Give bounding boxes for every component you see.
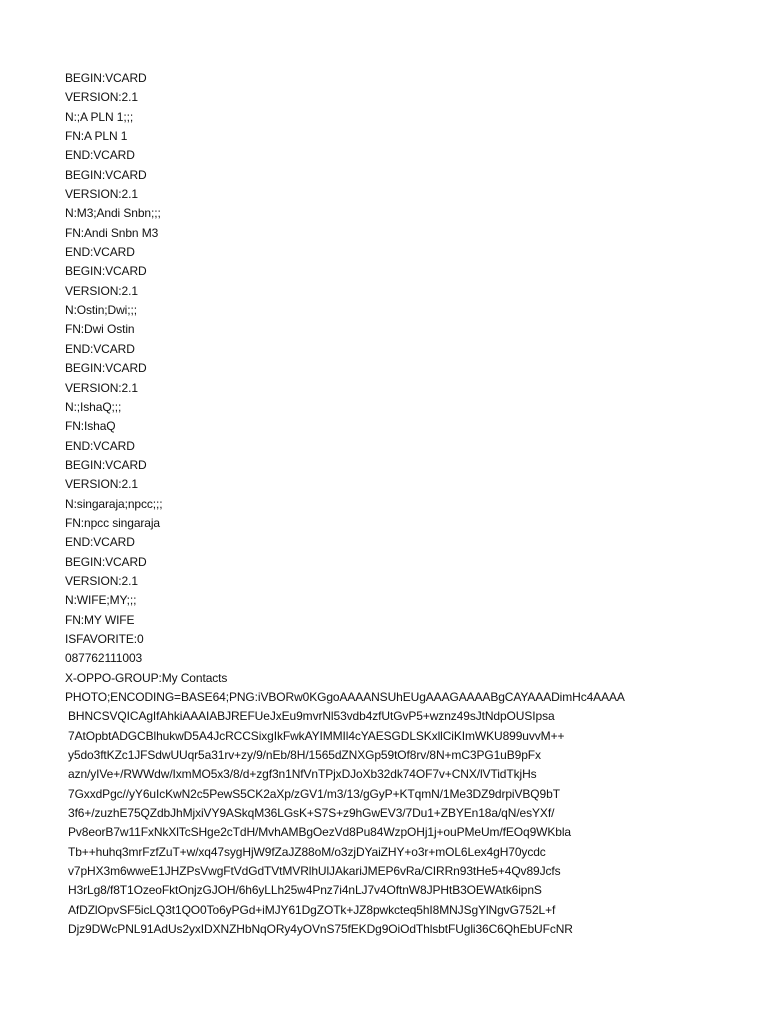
text-line: 7GxxdPgc//yY6uIcKwN2c5PewS5CK2aXp/zGV1/m3/13/gGyP+KTqmN/1Me3DZ9drpiVBQ9bT: [68, 786, 560, 801]
text-line: BEGIN:VCARD: [65, 167, 147, 182]
text-line: N:Ostin;Dwi;;;: [65, 303, 137, 318]
text-line: END:VCARD: [65, 438, 135, 453]
text-line: AfDZlOpvSF5icLQ3t1QO0To6yPGd+iMJY61DgZOTk+JZ8pwkcteq5hI8MNJSgYlNgvG752L+f: [68, 902, 556, 917]
text-line: FN:Dwi Ostin: [65, 322, 135, 337]
text-line: END:VCARD: [65, 148, 135, 163]
text-line: FN:A PLN 1: [65, 129, 128, 144]
text-line: VERSION:2.1: [65, 187, 138, 202]
text-line: azn/yIVe+/RWWdw/IxmMO5x3/8/d+zgf3n1NfVnTPjxDJoXb32dk74OF7v+CNX/lVTidTkjHs: [68, 767, 537, 782]
text-line: VERSION:2.1: [65, 380, 138, 395]
text-line: END:VCARD: [65, 245, 135, 260]
text-line: BEGIN:VCARD: [65, 264, 147, 279]
text-line: PHOTO;ENCODING=BASE64;PNG:iVBORw0KGgoAAAANSUhEUgAAAGAAAABgCAYAAADimHc4AAAA: [65, 690, 625, 704]
text-line: H3rLg8/f8T1OzeoFktOnjzGJOH/6h6yLLh25w4Pnz7i4nLJ7v4OftnW8JPHtB3OEWAtk6ipnS: [68, 883, 542, 898]
text-line: 7AtOpbtADGCBlhukwD5A4JcRCCSixgIkFwkAYIMMIl4cYAESGDLSKxllCiKImWKU899uvvM++: [68, 728, 565, 743]
text-line: FN:npcc singaraja: [65, 515, 161, 530]
text-line: VERSION:2.1: [65, 477, 138, 492]
text-line: END:VCARD: [65, 341, 135, 356]
text-line: BEGIN:VCARD: [65, 554, 147, 569]
text-line: 087762111003: [65, 651, 143, 666]
text-line: Djz9DWcPNL91AdUs2yxIDXNZHbNqORy4yOVnS75fEKDg9OiOdThlsbtFUgli36C6QhEbUFcNR: [68, 922, 573, 937]
text-line: FN:MY WIFE: [65, 612, 135, 627]
text-line: Pv8eorB7w11FxNkXlTcSHge2cTdH/MvhAMBgOezVd8Pu84WzpOHj1j+ouPMeUm/fEOq9WKbla: [68, 825, 572, 840]
text-line: VERSION:2.1: [65, 573, 138, 588]
text-line: N:singaraja;npcc;;;: [65, 496, 163, 511]
text-line: N:WIFE;MY;;;: [65, 593, 137, 608]
text-line: BEGIN:VCARD: [65, 361, 147, 376]
text-line: BEGIN:VCARD: [65, 457, 147, 472]
text-line: v7pHX3m6wweE1JHZPsVwgFtVdGdTVtMVRlhUlJAkariJMEP6vRa/CIRRn93tHe5+4Qv89Jcfs: [68, 864, 561, 879]
text-line: VERSION:2.1: [65, 283, 138, 298]
text-line: VERSION:2.1: [65, 90, 138, 105]
text-line: ISFAVORITE:0: [65, 631, 144, 646]
text-line: BHNCSVQICAgIfAhkiAAAIABJREFUeJxEu9mvrNl53vdb4zfUtGvP5+wznz49sJtNdpOUSIpsa: [68, 709, 555, 724]
vcard-text-body: [65, 69, 745, 939]
text-line: y5do3ftKZc1JFSdwUUqr5a31rv+zy/9/nEb/8H/1565dZNXGp59tOf8rv/8N+mC3PG1uB9pFx: [68, 748, 541, 763]
text-line: FN:IshaQ: [65, 419, 116, 434]
text-line: BEGIN:VCARD: [65, 71, 147, 85]
text-line: N:M3;Andi Snbn;;;: [65, 206, 161, 221]
text-line: END:VCARD: [65, 535, 135, 550]
text-line: FN:Andi Snbn M3: [65, 225, 159, 240]
text-line: N:;A PLN 1;;;: [65, 109, 134, 124]
text-line: Tb++huhq3mrFzfZuT+w/xq47sygHjW9fZaJZ88oM/o3zjDYaiZHY+o3r+mOL6Lex4gH70ycdc: [68, 844, 546, 859]
text-line: X-OPPO-GROUP:My Contacts: [65, 670, 228, 685]
text-line: 3f6+/zuzhE75QZdbJhMjxiVY9ASkqM36LGsK+S7S+z9hGwEV3/7Du1+ZBYEn18a/qN/esYXf/: [68, 806, 555, 821]
text-line: N:;IshaQ;;;: [65, 399, 122, 414]
